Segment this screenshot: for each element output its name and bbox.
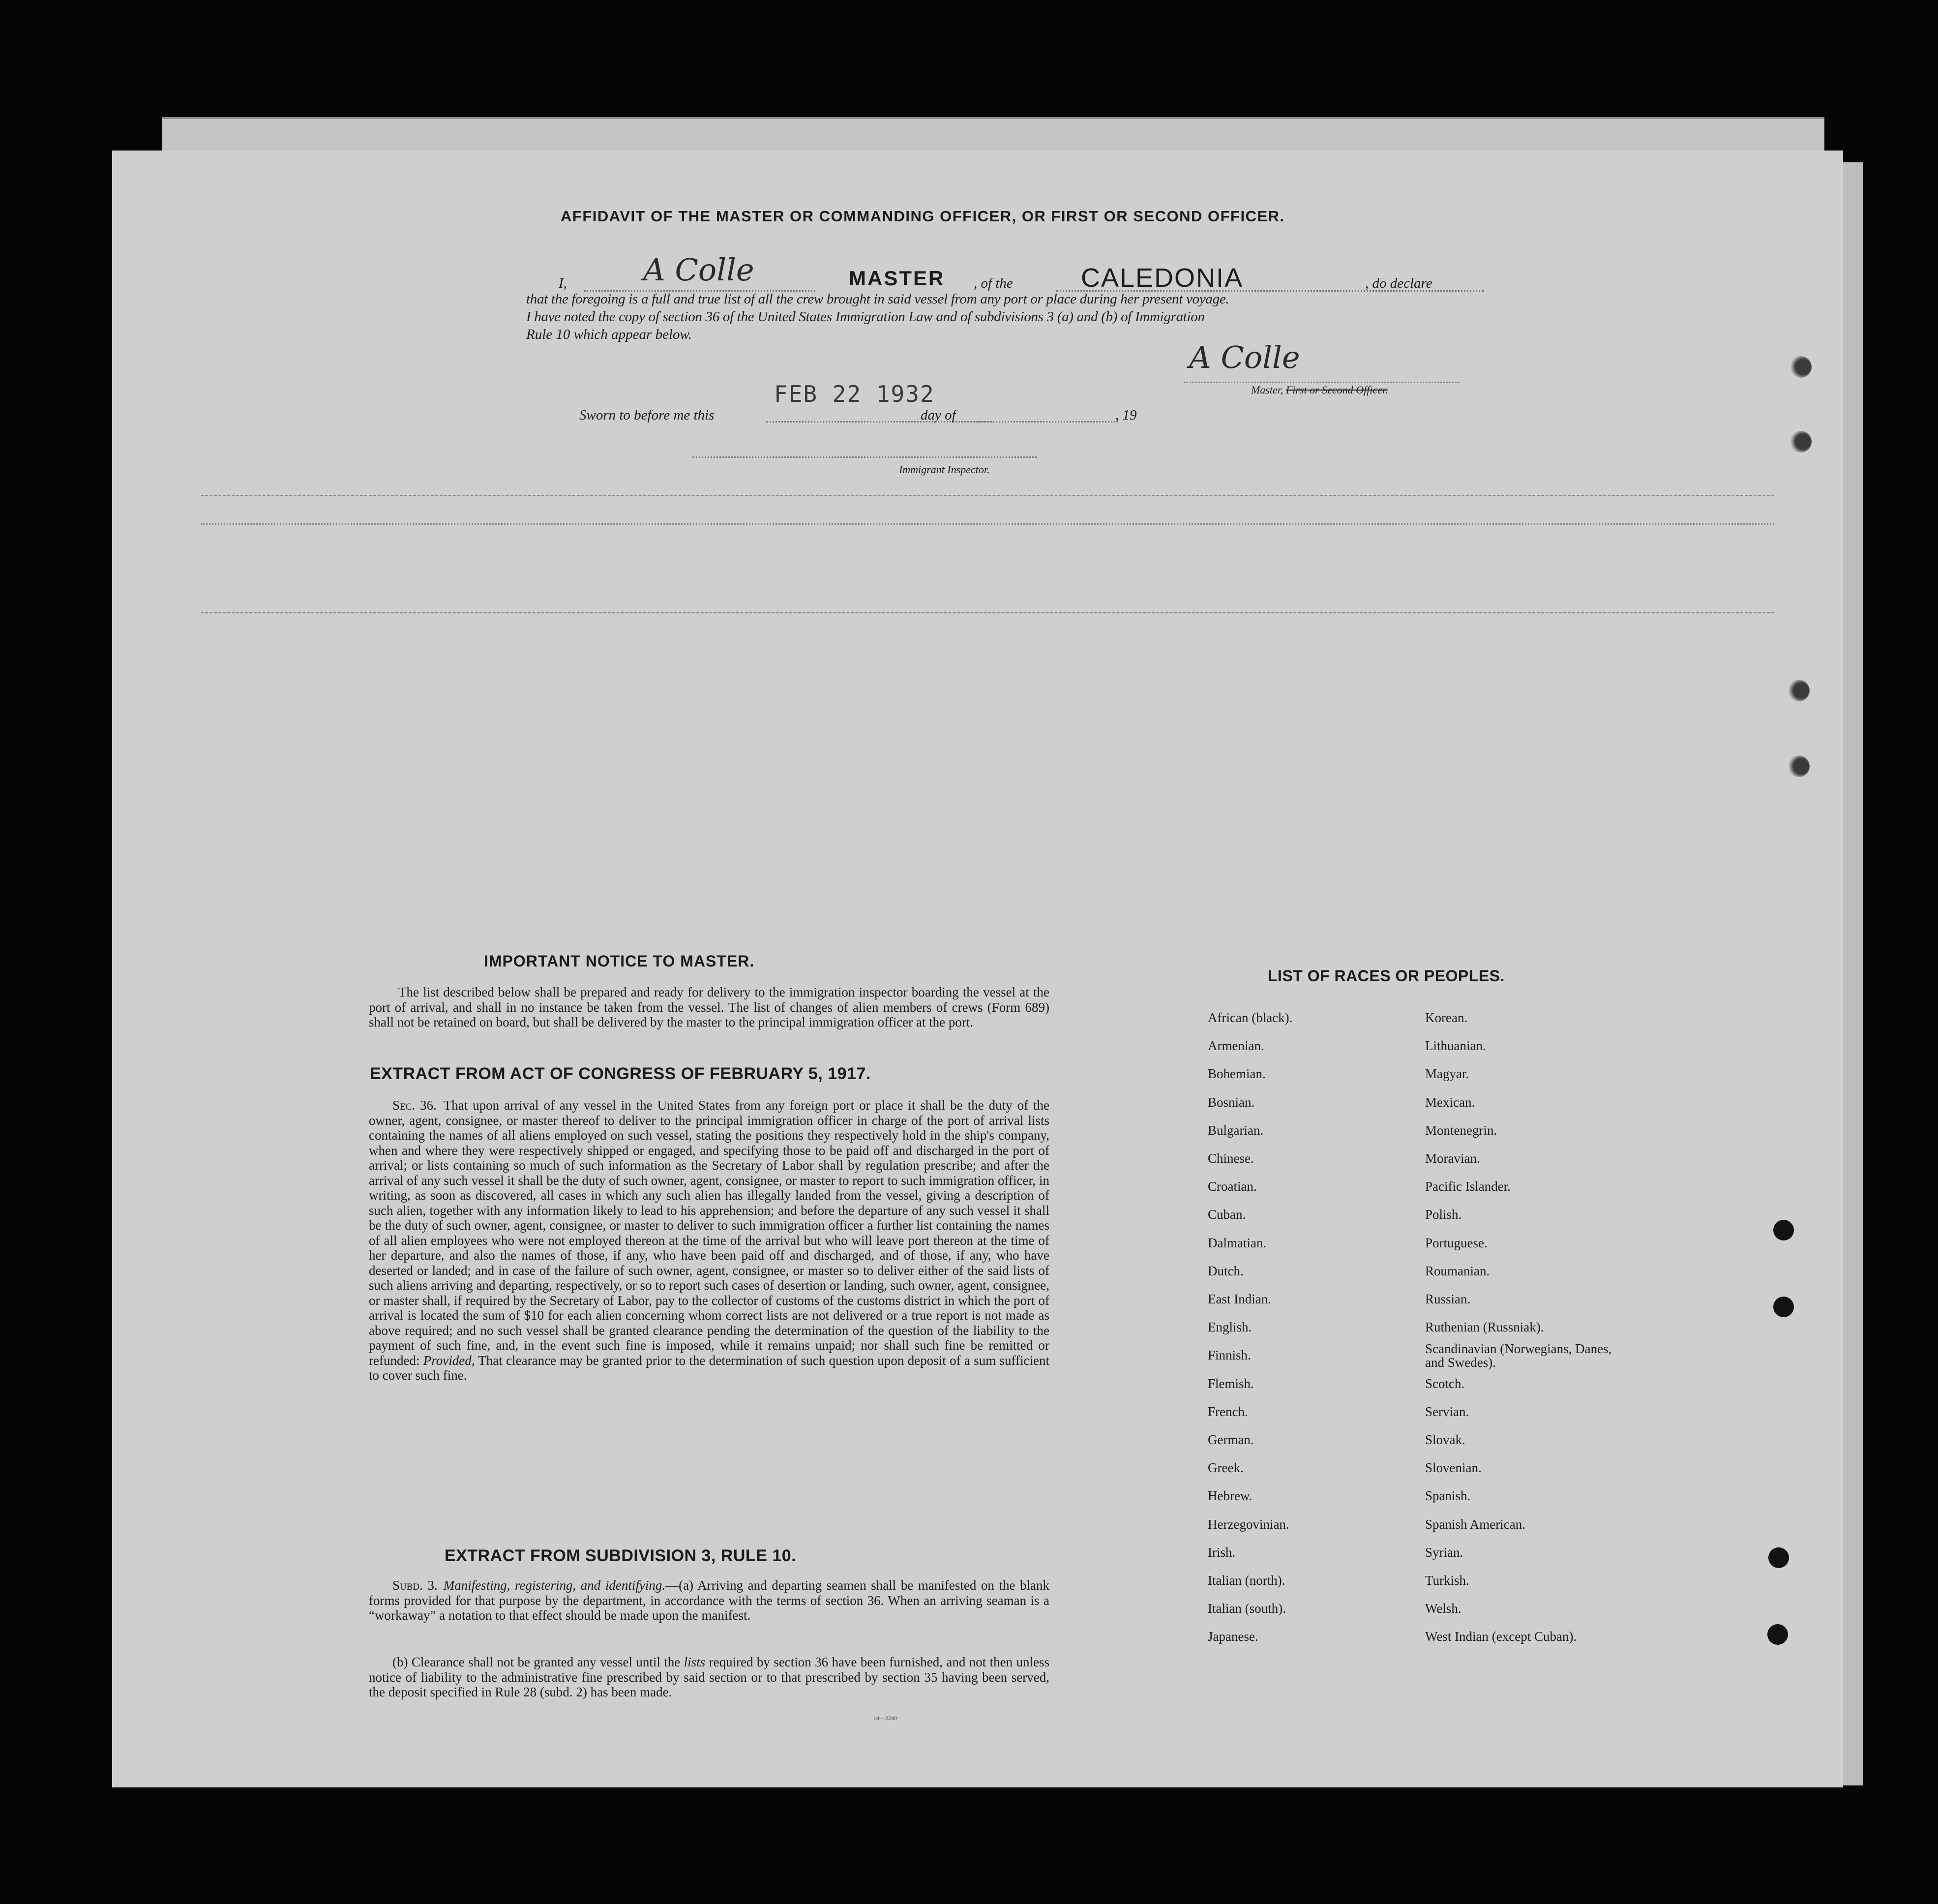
race-item: Slovenian. <box>1425 1460 1482 1476</box>
race-item: Montenegrin. <box>1425 1122 1497 1138</box>
race-item: Bulgarian. <box>1208 1122 1264 1138</box>
subd-para-a-text: —(a) Arriving and departing seamen shall be manifested on the blank forms provided for that purpose by the department, in accordance with the terms of section 36. When an arriving seaman is a “workaway” a notation to that effect should be made upon the manifest. <box>369 1578 1049 1623</box>
race-item: Portuguese. <box>1425 1235 1488 1250</box>
race-item: Turkish. <box>1425 1573 1469 1588</box>
act-extract-title: EXTRACT FROM ACT OF CONGRESS OF FEBRUARY 5, 1917. <box>370 1064 871 1083</box>
race-item: African (black). <box>1208 1010 1293 1025</box>
race-item: French. <box>1208 1404 1248 1419</box>
race-item: Dalmatian. <box>1208 1235 1267 1250</box>
signer-caption-struck: First or Second Officer. <box>1285 384 1388 396</box>
race-item: Hebrew. <box>1208 1488 1252 1504</box>
binder-hole <box>1790 356 1812 378</box>
race-item: German. <box>1208 1432 1254 1447</box>
binder-hole <box>1788 680 1810 701</box>
race-item: Spanish. <box>1425 1488 1471 1504</box>
race-item: Finnish. <box>1208 1348 1251 1363</box>
race-item: Lithuanian. <box>1425 1038 1486 1054</box>
manifest-rule <box>201 495 1774 496</box>
date-line <box>766 421 992 423</box>
race-item: Russian. <box>1425 1292 1471 1306</box>
do-declare-label: , do declare <box>1365 275 1432 291</box>
race-item: Dutch. <box>1208 1263 1244 1278</box>
race-item: Korean. <box>1425 1010 1468 1025</box>
section-label: Sec. 36. <box>392 1098 437 1113</box>
master-name-signature: A Colle <box>643 252 754 288</box>
manifest-rule <box>201 612 1774 613</box>
race-item: Servian. <box>1425 1404 1469 1419</box>
race-item: Bohemian. <box>1208 1066 1266 1082</box>
race-item: Flemish. <box>1208 1376 1254 1391</box>
race-item: Moravian. <box>1425 1151 1480 1166</box>
para-b-lists: lists <box>684 1655 706 1669</box>
binder-hole <box>1790 431 1812 453</box>
race-item: Croatian. <box>1208 1179 1257 1194</box>
race-item: Cuban. <box>1208 1207 1246 1222</box>
race-item: Ruthenian (Russniak). <box>1425 1320 1544 1335</box>
subd-label: Subd. 3. <box>392 1578 438 1593</box>
signature-line <box>1184 382 1460 383</box>
declaration-line-3: I have noted the copy of section 36 of the United States Immigration Law and of subdivisions 3 (a) and (b) of Immigration <box>526 309 1205 325</box>
binder-hole <box>1767 1624 1788 1645</box>
para-b-start: (b) Clearance shall not be granted any vessel until the <box>392 1655 681 1669</box>
declaration-line-4: Rule 10 which appear below. <box>526 327 692 342</box>
race-item: Magyar. <box>1425 1066 1469 1082</box>
race-item: Slovak. <box>1425 1432 1465 1447</box>
bleed-through-heading <box>388 219 396 242</box>
race-item: East Indian. <box>1208 1292 1271 1306</box>
race-item: English. <box>1208 1320 1252 1335</box>
notice-title: IMPORTANT NOTICE TO MASTER. <box>484 952 755 970</box>
races-title: LIST OF RACES OR PEOPLES. <box>1268 967 1505 985</box>
binder-hole <box>1773 1297 1794 1317</box>
inspector-line <box>692 456 1037 458</box>
race-item: Greek. <box>1208 1460 1244 1476</box>
signer-caption <box>1251 384 1388 396</box>
sworn-date-stamp: FEB 22 1932 <box>774 381 935 407</box>
race-item: Roumanian. <box>1425 1263 1490 1278</box>
rule-para-a <box>369 1578 1049 1623</box>
year-label: , 19 <box>1115 407 1137 423</box>
inspector-caption: Immigrant Inspector. <box>899 463 990 476</box>
sheet-edge <box>1843 162 1863 1785</box>
month-line <box>976 421 1118 423</box>
race-item: Italian (north). <box>1208 1573 1285 1588</box>
race-item: Italian (south). <box>1208 1601 1286 1616</box>
of-the-label: , of the <box>974 275 1013 291</box>
race-item: Chinese. <box>1208 1151 1254 1166</box>
declaration-line-2: that the foregoing is a full and true list of all the crew brought in said vessel from any port or place during her present voyage. <box>526 291 1229 307</box>
affidavit-title: AFFIDAVIT OF THE MASTER OR COMMANDING OFFICER, OR FIRST OR SECOND OFFICER. <box>561 208 1285 225</box>
notice-text: The list described below shall be prepared and ready for delivery to the immigration inspector boarding the vessel at the port of arrival, and shall in no instance be taken from the vessel. The list of changes of alien members of crews (Form 689) shall not be retained on board, but shall be delivered by the master to the principal immigration officer at the port. <box>369 985 1049 1029</box>
race-item: Polish. <box>1425 1207 1462 1222</box>
para-b-rest: required by section 36 have been furnished, and not then unless notice of liability to the administrative fine prescribed by said section or to that prescribed by section 35 having been served, the deposit specified in Rule 28 (subd. 2) has been made. <box>369 1655 1050 1699</box>
sworn-label: Sworn to before me this <box>579 407 715 423</box>
rank-label: MASTER <box>849 267 945 290</box>
affidavit-i-label: I, <box>559 275 567 291</box>
race-item: West Indian (except Cuban). <box>1425 1629 1577 1644</box>
rule-para-b <box>369 1655 1049 1700</box>
race-item: Japanese. <box>1208 1629 1258 1644</box>
race-item: Syrian. <box>1425 1544 1463 1560</box>
race-item: Herzegovinian. <box>1208 1516 1289 1532</box>
vessel-name: CALEDONIA <box>1081 263 1244 293</box>
race-item: Armenian. <box>1208 1038 1264 1054</box>
race-item: Welsh. <box>1425 1601 1461 1616</box>
rule-extract-title: EXTRACT FROM SUBDIVISION 3, RULE 10. <box>445 1546 797 1565</box>
race-item: Spanish American. <box>1425 1516 1525 1532</box>
race-item: Scotch. <box>1425 1376 1465 1391</box>
subd-heading: Manifesting, registering, and identifying. <box>443 1578 666 1593</box>
race-item: Pacific Islander. <box>1425 1179 1511 1194</box>
binder-hole <box>1768 1547 1789 1568</box>
race-item: Bosnian. <box>1208 1094 1255 1110</box>
form-number: 14—2240 <box>873 1715 897 1722</box>
day-of-label: day of <box>921 407 956 423</box>
section-36-text: That upon arrival of any vessel in the United States from any foreign port or place it shall be the duty of the owner, agent, consignee, or master thereof to deliver to the principal immigration officer in charge of the port of arrival lists containing the names of all aliens employed on such vessel, stating the positions they respectively hold in the ship's company, when and where they were respectively shipped or engaged, and specifying those to be paid off and discharged in the port of arrival; or lists containing so much of such information as the Secretary of Labor shall by regulation prescribe; and after the arrival of any such vessel it shall be the duty of such owner, agent, consignee, or master to report to such immigration officer, in writing, as soon as discovered, all cases in which any such alien has illegally landed from the vessel, giving a description of such alien, together with any information likely to lead to his apprehension; and before the departure of any such vessel it shall be the duty of such owner, agent, consignee, or master to deliver to such immigration officer a further list containing the names of all alien employees who were not employed thereon at the time of the arrival but who will leave port thereon at the time of her departure, and also the names of those, if any, who have been paid off and discharged, and of those, if any, who have deserted or landed; and in case of the failure of such owner, agent, consignee, or master so to deliver either of the said lists of such aliens arriving and departing, respectively, or so to report such cases of desertion or landing, such owner, agent, consignee, or master shall, if required by the Secretary of Labor, pay to the collector of customs of the customs district in which the port of arrival is located the sum of $10 for each alien concerning whom correct lists are not delivered or a true report is not made as above required; and no such vessel shall be granted clearance pending the determination of the question of the liability to the payment of such fine, and, in the event such fine is imposed, while it remains unpaid; nor shall such fine be remitted or refunded: <box>369 1098 1049 1368</box>
manifest-page <box>112 151 1843 1787</box>
race-item: Mexican. <box>1425 1094 1475 1110</box>
binder-hole <box>1788 756 1810 777</box>
race-item: Irish. <box>1208 1544 1236 1560</box>
manifest-rule <box>201 523 1774 525</box>
officer-signature: A Colle <box>1189 339 1300 375</box>
binder-hole <box>1773 1220 1794 1240</box>
provided-text: That clearance may be granted prior to the determination of such question upon deposit of a sum sufficient to cover such fine. <box>369 1353 1050 1383</box>
act-extract-text <box>369 1098 1049 1383</box>
provided-label: Provided, <box>423 1353 475 1368</box>
race-item: Scandinavian (Norwegians, Danes, and Swedes). <box>1425 1341 1612 1370</box>
signer-caption-master: Master, <box>1251 384 1283 396</box>
